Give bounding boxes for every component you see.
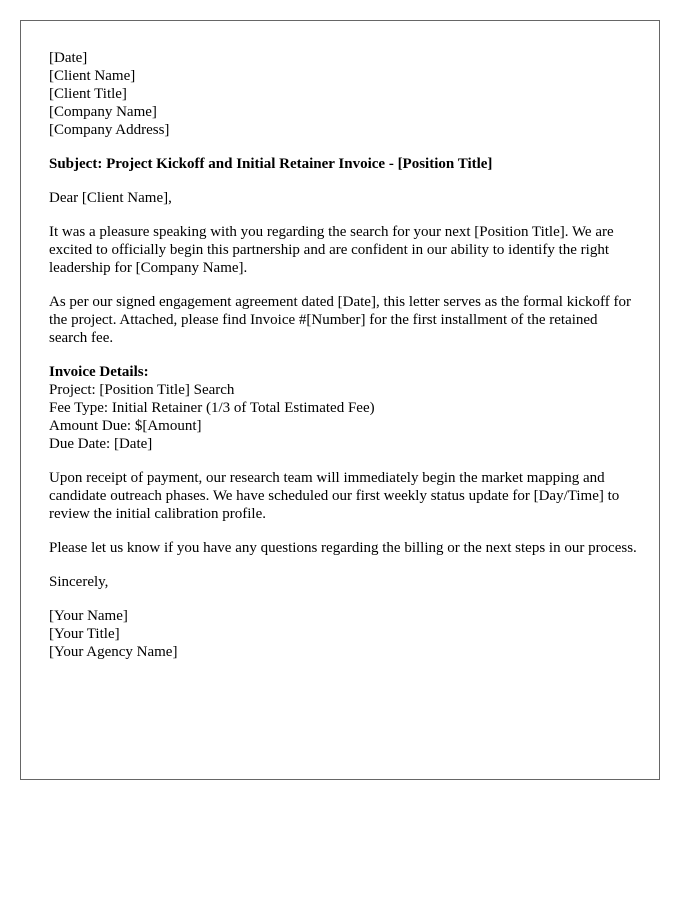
next-steps-paragraph: Upon receipt of payment, our research team will immediately begin the market mapping and candidate outreach phases. We have scheduled our first weekly status update for [Day/Time] to review the initial calibration profile. bbox=[49, 470, 620, 522]
invoice-details-heading: Invoice Details: bbox=[49, 364, 149, 380]
invoice-project-line: Project: [Position Title] Search bbox=[49, 382, 235, 398]
subject-line: Subject: Project Kickoff and Initial Retainer Invoice - [Position Title] bbox=[49, 156, 493, 172]
client-title-line: [Client Title] bbox=[49, 86, 127, 102]
signature-name-line: [Your Name] bbox=[49, 608, 128, 624]
signature-block bbox=[49, 607, 639, 661]
client-name-line: [Client Name] bbox=[49, 68, 136, 84]
invoice-due-date-line: Due Date: [Date] bbox=[49, 436, 153, 452]
agreement-paragraph: As per our signed engagement agreement dated [Date], this letter serves as the formal kickoff for the project. Attached, please find Invoice #[Number] for the first installment of the retained search fee. bbox=[49, 294, 632, 346]
company-name-line: [Company Name] bbox=[49, 104, 157, 120]
date-line: [Date] bbox=[49, 50, 88, 66]
questions-paragraph: Please let us know if you have any questions regarding the billing or the next steps in our process. bbox=[49, 540, 637, 556]
signature-agency-line: [Your Agency Name] bbox=[49, 644, 178, 660]
invoice-fee-type-line: Fee Type: Initial Retainer (1/3 of Total Estimated Fee) bbox=[49, 400, 375, 416]
invoice-amount-due-line: Amount Due: $[Amount] bbox=[49, 418, 202, 434]
intro-paragraph: It was a pleasure speaking with you regarding the search for your next [Position Title]. We are excited to officially begin this partnership and are confident in our ability to identify the right leadership for [Company Name]. bbox=[49, 224, 614, 276]
letter-page bbox=[20, 20, 660, 780]
closing-line: Sincerely, bbox=[49, 574, 109, 590]
invoice-details-block bbox=[49, 363, 639, 453]
signature-title-line: [Your Title] bbox=[49, 626, 120, 642]
letter-content bbox=[49, 49, 639, 677]
company-address-line: [Company Address] bbox=[49, 122, 170, 138]
recipient-block bbox=[49, 49, 639, 139]
salutation: Dear [Client Name], bbox=[49, 190, 172, 206]
